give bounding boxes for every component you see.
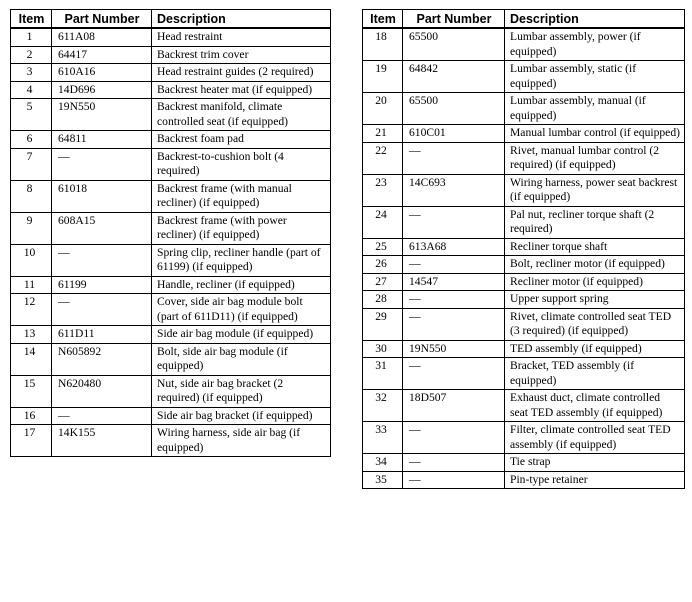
item-number-cell: 22: [363, 142, 403, 174]
part-number-cell: N605892: [52, 343, 152, 375]
part-number-cell: —: [403, 358, 505, 390]
description-cell: Side air bag bracket (if equipped): [152, 407, 331, 425]
item-number-cell: 3: [11, 64, 52, 82]
description-cell: Backrest manifold, climate controlled seat (if equipped): [152, 99, 331, 131]
description-cell: TED assembly (if equipped): [505, 340, 685, 358]
table-row: [363, 273, 685, 291]
description-cell: Wiring harness, side air bag (if equipped): [152, 425, 331, 457]
description-cell: Backrest-to-cushion bolt (4 required): [152, 148, 331, 180]
part-number-cell: 610C01: [403, 125, 505, 143]
table-row: [11, 294, 331, 326]
part-number-cell: 611A08: [52, 28, 152, 46]
item-number-cell: 28: [363, 291, 403, 309]
part-number-cell: 14D696: [52, 81, 152, 99]
parts-table-right: [362, 9, 685, 489]
item-number-cell: 33: [363, 422, 403, 454]
part-number-cell: N620480: [52, 375, 152, 407]
part-number-cell: —: [52, 407, 152, 425]
part-number-cell: 610A16: [52, 64, 152, 82]
description-cell: Side air bag module (if equipped): [152, 326, 331, 344]
table-row: [11, 99, 331, 131]
table-row: [363, 454, 685, 472]
description-header: Description: [152, 10, 331, 29]
description-cell: Cover, side air bag module bolt (part of 611D11) (if equipped): [152, 294, 331, 326]
table-row: [363, 291, 685, 309]
item-number-cell: 19: [363, 61, 403, 93]
table-row: [11, 46, 331, 64]
description-cell: Spring clip, recliner handle (part of 61199) (if equipped): [152, 244, 331, 276]
part-number-cell: 61018: [52, 180, 152, 212]
description-cell: Lumbar assembly, manual (if equipped): [505, 93, 685, 125]
description-cell: Wiring harness, power seat backrest (if equipped): [505, 174, 685, 206]
part-number-cell: 64417: [52, 46, 152, 64]
part-number-cell: —: [403, 422, 505, 454]
item-header: Item: [363, 10, 403, 29]
item-number-cell: 34: [363, 454, 403, 472]
item-number-cell: 20: [363, 93, 403, 125]
parts-table-right-body: [363, 28, 685, 489]
table-row: [11, 276, 331, 294]
part-number-cell: 14C693: [403, 174, 505, 206]
table-row: [11, 131, 331, 149]
table-row: [11, 425, 331, 457]
description-cell: Bolt, side air bag module (if equipped): [152, 343, 331, 375]
item-number-cell: 24: [363, 206, 403, 238]
part-number-cell: —: [403, 142, 505, 174]
table-row: [11, 212, 331, 244]
item-number-cell: 25: [363, 238, 403, 256]
part-number-cell: 61199: [52, 276, 152, 294]
part-number-cell: —: [403, 454, 505, 472]
table-row: [11, 375, 331, 407]
part-number-cell: —: [52, 294, 152, 326]
description-cell: Lumbar assembly, power (if equipped): [505, 28, 685, 61]
item-number-cell: 32: [363, 390, 403, 422]
item-number-cell: 23: [363, 174, 403, 206]
item-number-cell: 29: [363, 308, 403, 340]
item-number-cell: 12: [11, 294, 52, 326]
table-row: [363, 125, 685, 143]
description-cell: Exhaust duct, climate controlled seat TED assembly (if equipped): [505, 390, 685, 422]
description-cell: Backrest frame (with manual recliner) (if equipped): [152, 180, 331, 212]
part-number-cell: —: [403, 291, 505, 309]
description-cell: Pal nut, recliner torque shaft (2 required): [505, 206, 685, 238]
table-row: [11, 407, 331, 425]
item-number-cell: 13: [11, 326, 52, 344]
table-row: [363, 206, 685, 238]
part-number-cell: 611D11: [52, 326, 152, 344]
description-cell: Head restraint: [152, 28, 331, 46]
table-row: [363, 471, 685, 489]
part-number-cell: 65500: [403, 93, 505, 125]
table-row: [363, 28, 685, 61]
item-number-cell: 6: [11, 131, 52, 149]
table-row: [11, 81, 331, 99]
description-cell: Upper support spring: [505, 291, 685, 309]
part-number-cell: 613A68: [403, 238, 505, 256]
description-cell: Backrest foam pad: [152, 131, 331, 149]
item-number-cell: 30: [363, 340, 403, 358]
table-row: [363, 142, 685, 174]
table-row: [363, 358, 685, 390]
description-cell: Pin-type retainer: [505, 471, 685, 489]
part-number-cell: —: [403, 206, 505, 238]
part-number-cell: 19N550: [403, 340, 505, 358]
item-number-cell: 14: [11, 343, 52, 375]
item-number-cell: 1: [11, 28, 52, 46]
table-row: [11, 343, 331, 375]
item-number-cell: 17: [11, 425, 52, 457]
part-number-cell: 608A15: [52, 212, 152, 244]
item-number-cell: 16: [11, 407, 52, 425]
part-number-cell: 18D507: [403, 390, 505, 422]
description-cell: Head restraint guides (2 required): [152, 64, 331, 82]
table-row: [11, 244, 331, 276]
part-number-cell: 14547: [403, 273, 505, 291]
item-number-cell: 15: [11, 375, 52, 407]
description-cell: Recliner motor (if equipped): [505, 273, 685, 291]
table-row: [363, 308, 685, 340]
parts-table-left-body: [11, 28, 331, 457]
table-row: [363, 256, 685, 274]
item-number-cell: 5: [11, 99, 52, 131]
description-cell: Backrest heater mat (if equipped): [152, 81, 331, 99]
description-cell: Tie strap: [505, 454, 685, 472]
item-number-cell: 9: [11, 212, 52, 244]
part-number-cell: 65500: [403, 28, 505, 61]
description-cell: Recliner torque shaft: [505, 238, 685, 256]
item-number-cell: 7: [11, 148, 52, 180]
table-row: [11, 28, 331, 46]
item-number-cell: 27: [363, 273, 403, 291]
table-row: [363, 93, 685, 125]
table-row: [363, 390, 685, 422]
part-number-cell: —: [52, 148, 152, 180]
item-number-cell: 18: [363, 28, 403, 61]
item-number-cell: 2: [11, 46, 52, 64]
description-cell: Rivet, climate controlled seat TED (3 required) (if equipped): [505, 308, 685, 340]
item-header: Item: [11, 10, 52, 29]
table-row: [11, 148, 331, 180]
table-row: [11, 180, 331, 212]
header-row: [363, 10, 685, 29]
item-number-cell: 10: [11, 244, 52, 276]
description-cell: Manual lumbar control (if equipped): [505, 125, 685, 143]
description-cell: Filter, climate controlled seat TED assembly (if equipped): [505, 422, 685, 454]
table-row: [363, 61, 685, 93]
description-cell: Handle, recliner (if equipped): [152, 276, 331, 294]
part-number-cell: —: [403, 308, 505, 340]
item-number-cell: 31: [363, 358, 403, 390]
table-row: [363, 238, 685, 256]
part-number-cell: 64811: [52, 131, 152, 149]
table-row: [363, 174, 685, 206]
description-cell: Backrest frame (with power recliner) (if equipped): [152, 212, 331, 244]
description-cell: Rivet, manual lumbar control (2 required) (if equipped): [505, 142, 685, 174]
table-row: [11, 64, 331, 82]
table-row: [363, 422, 685, 454]
item-number-cell: 8: [11, 180, 52, 212]
description-cell: Backrest trim cover: [152, 46, 331, 64]
part-number-header: Part Number: [52, 10, 152, 29]
description-header: Description: [505, 10, 685, 29]
item-number-cell: 4: [11, 81, 52, 99]
part-number-cell: —: [403, 256, 505, 274]
part-number-cell: 19N550: [52, 99, 152, 131]
parts-table-left: [10, 9, 331, 457]
description-cell: Nut, side air bag bracket (2 required) (if equipped): [152, 375, 331, 407]
item-number-cell: 26: [363, 256, 403, 274]
description-cell: Bolt, recliner motor (if equipped): [505, 256, 685, 274]
item-number-cell: 11: [11, 276, 52, 294]
part-number-cell: 64842: [403, 61, 505, 93]
header-row: [11, 10, 331, 29]
part-number-header: Part Number: [403, 10, 505, 29]
item-number-cell: 35: [363, 471, 403, 489]
item-number-cell: 21: [363, 125, 403, 143]
part-number-cell: —: [403, 471, 505, 489]
table-row: [363, 340, 685, 358]
description-cell: Bracket, TED assembly (if equipped): [505, 358, 685, 390]
table-row: [11, 326, 331, 344]
part-number-cell: 14K155: [52, 425, 152, 457]
part-number-cell: —: [52, 244, 152, 276]
description-cell: Lumbar assembly, static (if equipped): [505, 61, 685, 93]
